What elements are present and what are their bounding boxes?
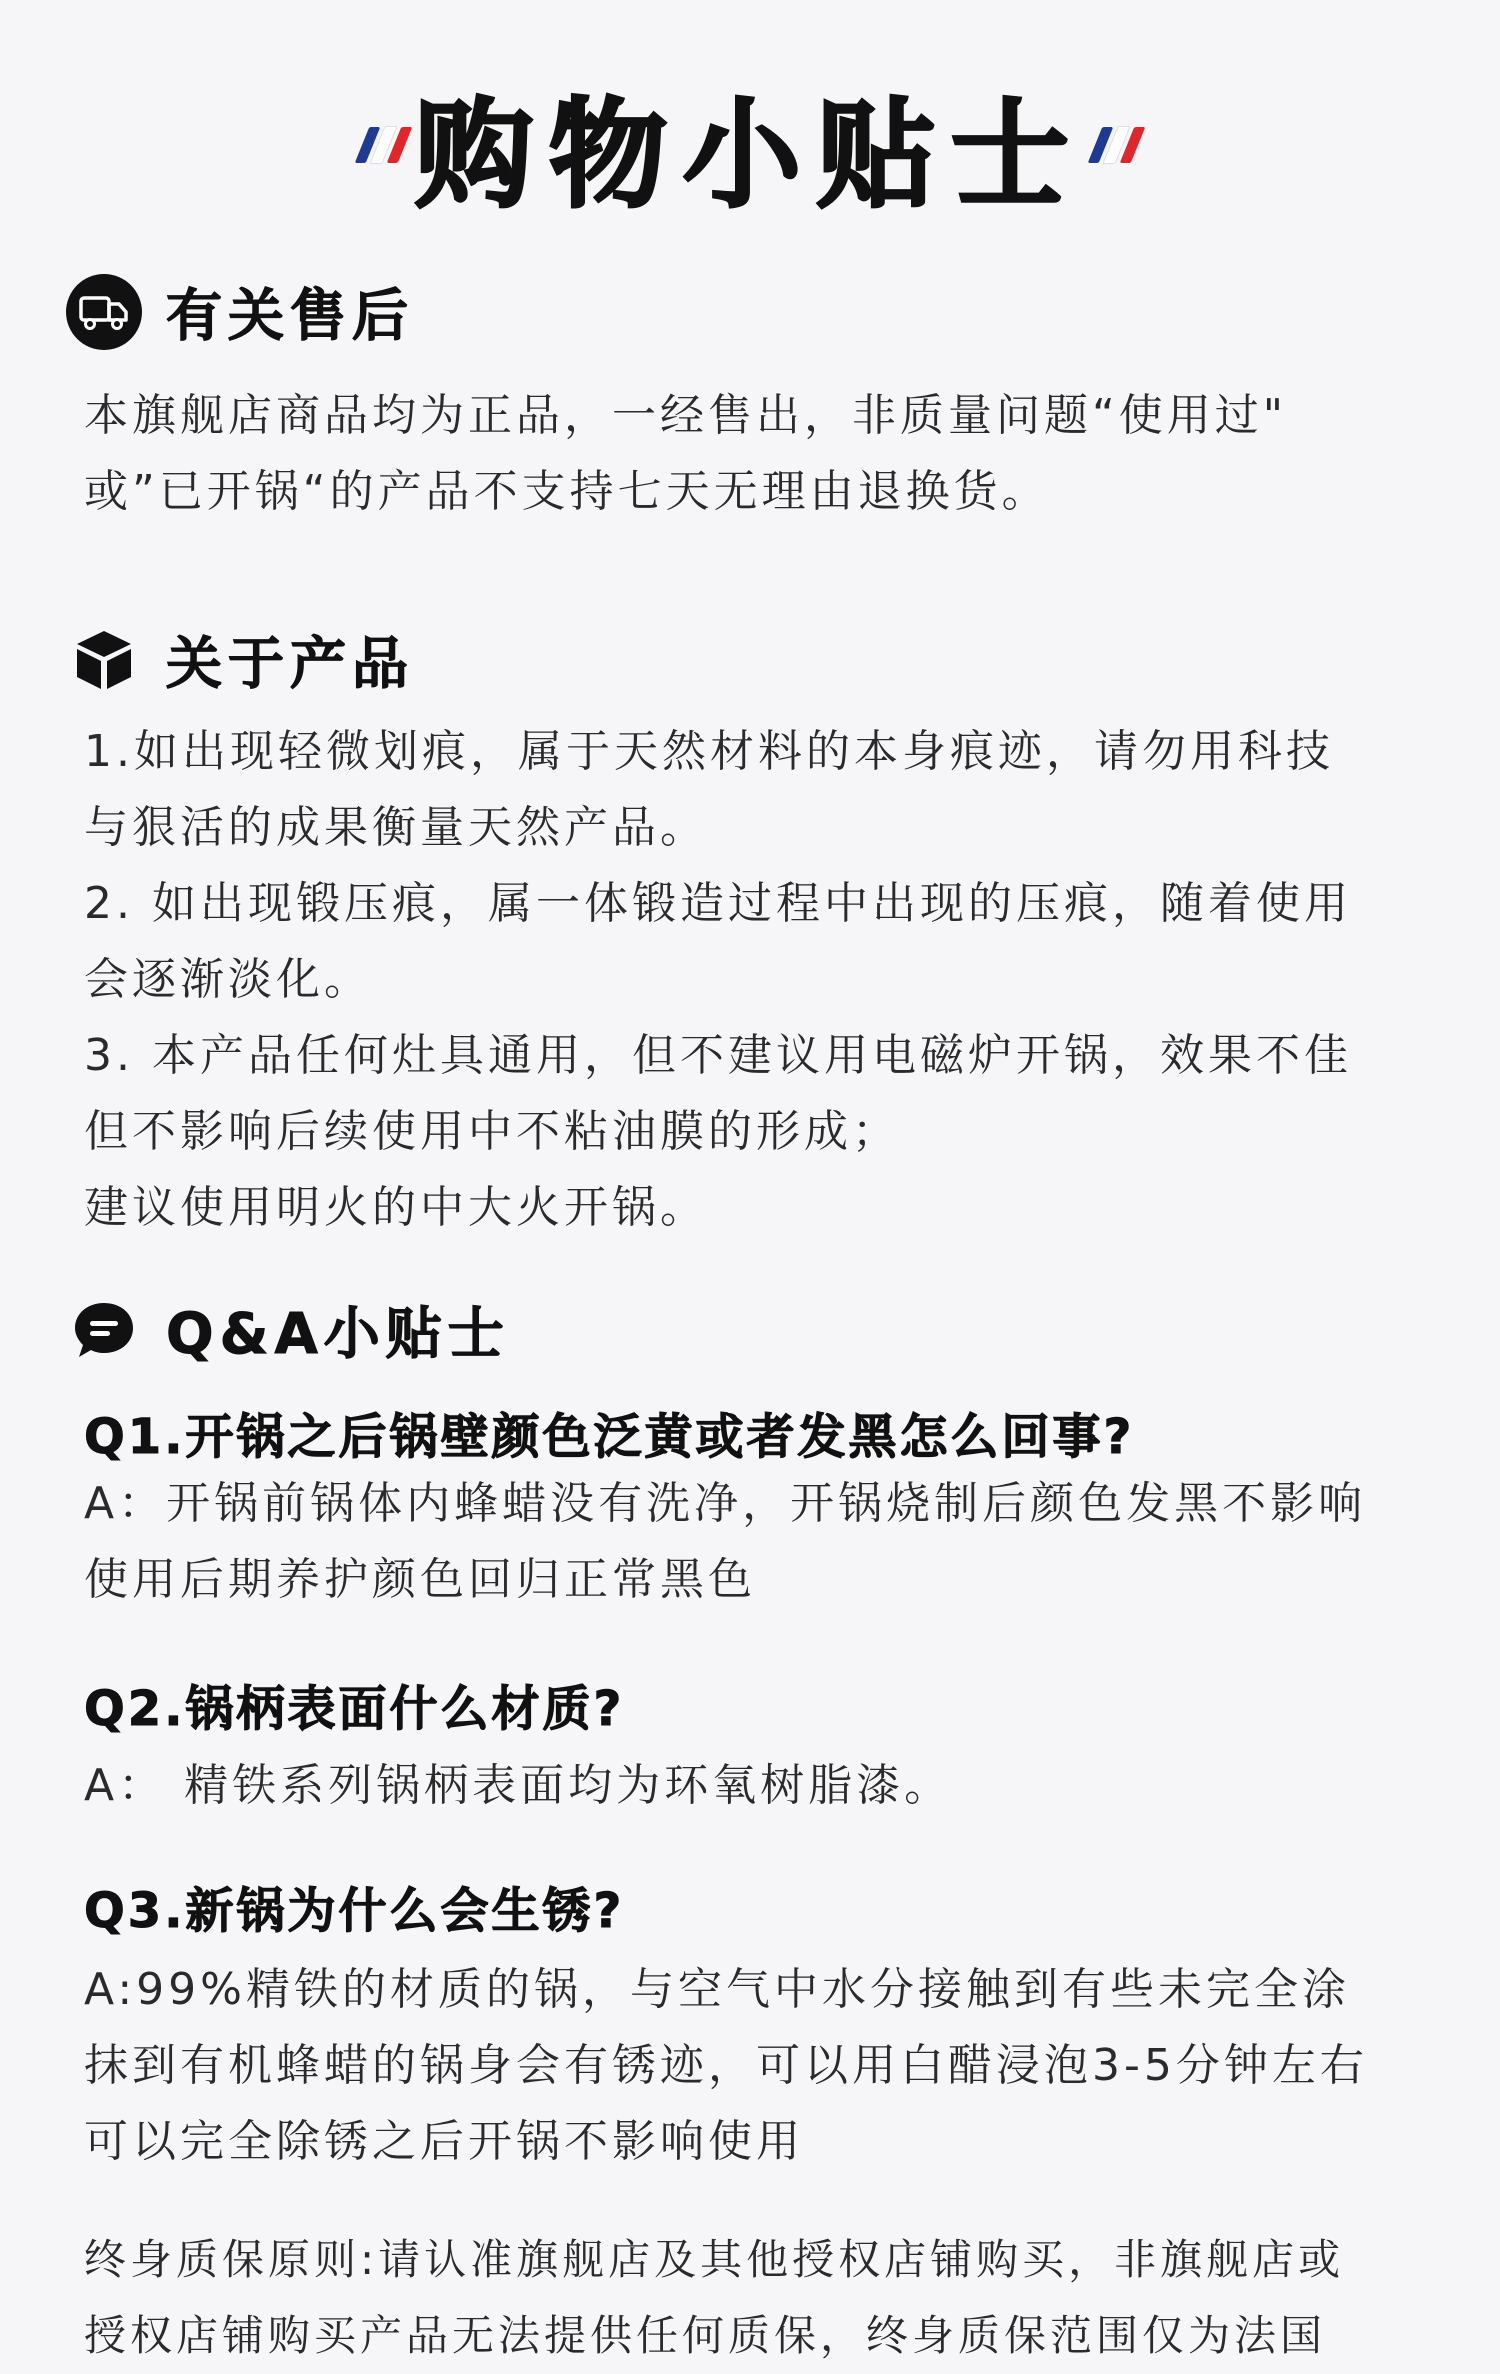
product-line: 但不影响后续使用中不粘油膜的形成； [84, 1106, 900, 1157]
product-line: 会逐渐淡化。 [84, 954, 372, 1005]
after-sales-title: 有关售后 [166, 284, 414, 349]
box-icon [64, 620, 144, 700]
after-sales-heading [64, 272, 414, 352]
answer-line: 可以完全除锈之后开锅不影响使用 [84, 2116, 804, 2167]
product-title: 关于产品 [166, 632, 414, 697]
question-1: Q1.开锅之后锅壁颜色泛黄或者发黑怎么回事? [84, 1409, 1135, 1465]
product-line: 3. 本产品任何灶具通用，但不建议用电磁炉开锅，效果不佳 [84, 1030, 1352, 1081]
after-sales-line: 本旗舰店商品均为正品，一经售出，非质量问题“使用过" [84, 390, 1288, 441]
after-sales-text [84, 378, 1444, 530]
answer-1 [84, 1466, 1444, 1618]
qa-heading [64, 1290, 510, 1370]
answer-line: A：开锅前锅体内蜂蜡没有洗净，开锅烧制后颜色发黑不影响 [84, 1478, 1367, 1529]
answer-line: 使用后期养护颜色回归正常黑色 [84, 1554, 756, 1605]
answer-line: 抹到有机蜂蜡的锅身会有锈迹，可以用白醋浸泡3-5分钟左右 [84, 2040, 1368, 2091]
product-line: 2. 如出现锻压痕，属一体锻造过程中出现的压痕，随着使用 [84, 878, 1352, 929]
warranty-line: 终身质保原则:请认准旗舰店及其他授权店铺购买，非旗舰店或 [84, 2235, 1345, 2284]
delivery-truck-icon [64, 272, 144, 352]
product-line: 建议使用明火的中大火开锅。 [84, 1182, 708, 1233]
tricolor-stripes-right [1095, 115, 1138, 175]
answer-line: A： 精铁系列锅柄表面均为环氧树脂漆。 [84, 1760, 953, 1811]
answer-line: A:99%精铁的材质的锅，与空气中水分接触到有些未完全涂 [84, 1964, 1350, 2015]
product-line: 与狠活的成果衡量天然产品。 [84, 802, 708, 853]
warranty-text [84, 2222, 1444, 2374]
qa-title: Q&A小贴士 [166, 1302, 510, 1367]
answer-3 [84, 1952, 1444, 2180]
question-2: Q2.锅柄表面什么材质? [84, 1681, 625, 1737]
tricolor-stripes-left [362, 115, 405, 175]
product-text [84, 714, 1444, 1246]
title-banner [0, 70, 1500, 224]
product-line: 1.如出现轻微划痕，属于天然材料的本身痕迹，请勿用科技 [84, 726, 1334, 777]
product-heading [64, 620, 414, 700]
chat-bubble-icon [64, 1290, 144, 1370]
warranty-line: 授权店铺购买产品无法提供任何质保，终身质保范围仅为法国 [84, 2311, 1327, 2360]
answer-2 [84, 1748, 1444, 1824]
page-title: 购物小贴士 [414, 86, 1085, 224]
after-sales-line: 或”已开锅“的产品不支持七天无理由退换货。 [84, 466, 1050, 517]
question-3: Q3.新锅为什么会生锈? [84, 1883, 625, 1939]
